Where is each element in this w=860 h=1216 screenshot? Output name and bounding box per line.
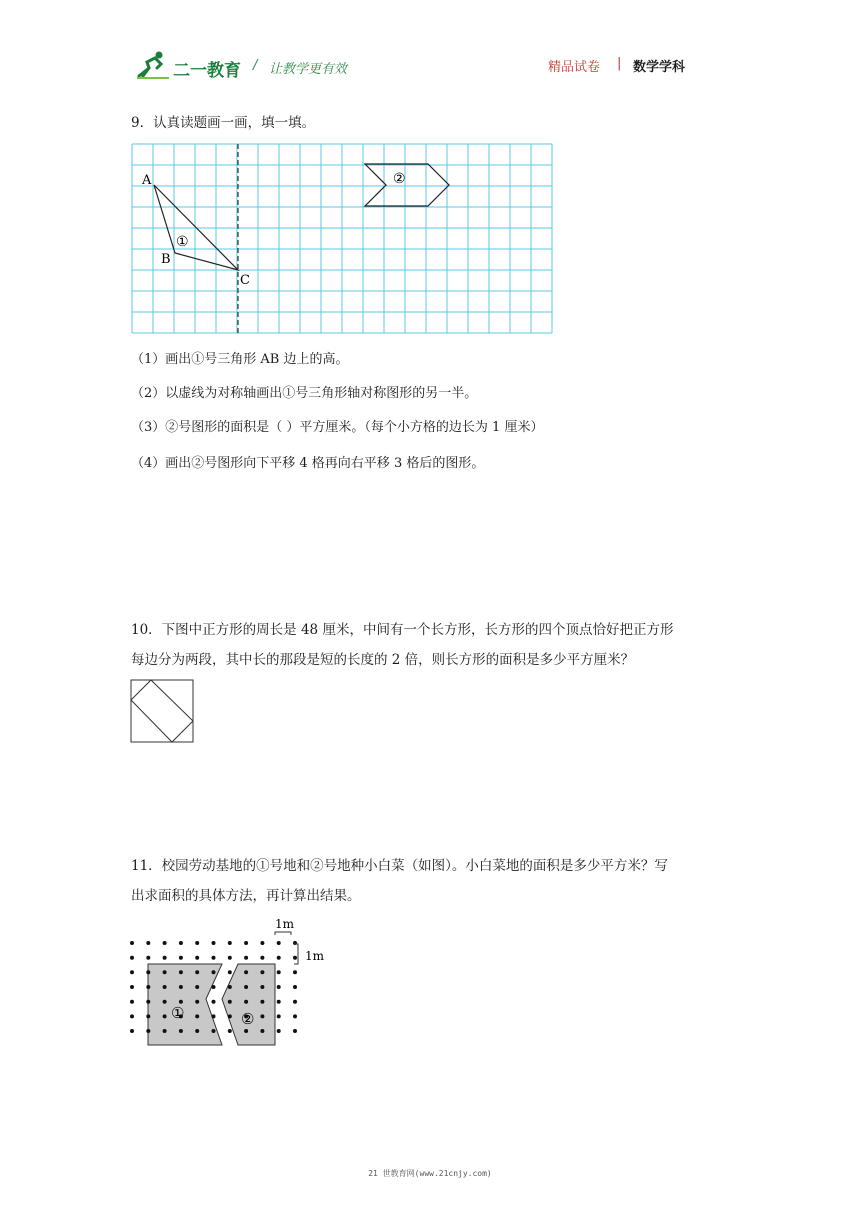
lattice-dot [179,985,183,989]
lattice-dot [130,970,134,974]
lattice-dot [146,956,150,960]
lattice-dot [228,1029,232,1033]
slogan-separator: / [253,58,258,73]
lattice-dot [146,1000,150,1004]
lattice-dot [228,1014,232,1018]
lattice-dot [244,970,248,974]
shape-2-label: ② [393,171,406,187]
lattice-dot [293,956,297,960]
lattice-dot [212,956,216,960]
lattice-dot [130,1029,134,1033]
lattice-dot [293,985,297,989]
lattice-dot [244,985,248,989]
lattice-dot [146,1029,150,1033]
outer-square [131,680,193,742]
q11-line-2: 出求面积的具体方法，再计算出结果。 [131,888,361,904]
lattice-dot [179,970,183,974]
lattice-dot [277,985,281,989]
lattice-dot [212,941,216,945]
q9-part-3: （3）②号图形的面积是（ ）平方厘米。（每个小方格的边长为 1 厘米） [131,420,544,435]
lattice-dot [277,1029,281,1033]
lattice-dot [260,941,264,945]
lattice-dot [277,1000,281,1004]
header-subject: 数学学科 [633,60,686,75]
lattice-dot [228,970,232,974]
shape-2 [365,164,449,206]
lattice-dot [195,1000,199,1004]
lattice-dot [260,956,264,960]
q9-title: 9．认真读题画一画，填一填。 [131,115,316,131]
lattice-dot [163,1029,167,1033]
runner-logo-icon [135,50,171,80]
lattice-dot [195,1014,199,1018]
lattice-dot [146,970,150,974]
lattice-dot [179,956,183,960]
lattice-dot [195,970,199,974]
lattice-dot [195,956,199,960]
lattice-dot [130,985,134,989]
point-b-label: B [161,252,171,267]
q10-line-2: 每边分为两段，其中长的那段是短的长度的 2 倍，则长方形的面积是多少平方厘米？ [131,652,635,668]
shape-1-label: ① [176,234,189,250]
header-logo [135,48,365,82]
lattice-dot [244,1000,248,1004]
lattice-dot [228,956,232,960]
lattice-dot [260,1014,264,1018]
lattice-dot [277,956,281,960]
q9-grid [132,144,552,333]
q9-grid-figure [130,142,560,338]
lattice-dot [244,956,248,960]
q9-part-1: （1）画出①号三角形 AB 边上的高。 [131,352,349,367]
logo-text: 二一教育 [173,61,241,81]
lattice-dot [228,941,232,945]
lattice-dot [146,985,150,989]
lattice-dot [293,1000,297,1004]
point-a-label: A [142,173,152,188]
lattice-dot [293,1029,297,1033]
plot-1-label: ① [171,1004,185,1022]
lattice-dot [195,1029,199,1033]
lattice-dot [163,1000,167,1004]
lattice-dot [277,970,281,974]
unit-horizontal-label: 1m [275,917,295,931]
lattice-dot [130,1014,134,1018]
slogan: 让教学更有效 [269,62,348,77]
inner-rectangle [131,680,193,742]
lattice-dot [163,1014,167,1018]
lattice-dot [260,1029,264,1033]
q11-line-1: 11．校园劳动基地的①号地和②号地种小白菜（如图）。小白菜地的面积是多少平方米？写 [131,858,668,874]
vertical-unit-brace [294,944,298,964]
lattice-dot [130,1000,134,1004]
lattice-dot [260,1000,264,1004]
lattice-dot [277,1014,281,1018]
lattice-dot [260,985,264,989]
lattice-dot [146,941,150,945]
lattice-dot [260,970,264,974]
lattice-dot [212,985,216,989]
lattice-dot [244,941,248,945]
lattice-dot [130,941,134,945]
unit-vertical-label: 1m [305,949,325,963]
lattice-dot [179,941,183,945]
horizontal-unit-brace [275,932,291,935]
lattice-dot [163,970,167,974]
lattice-dot [179,1029,183,1033]
lattice-dot [163,941,167,945]
lattice-dot [163,956,167,960]
lattice-dot [212,1014,216,1018]
q10-square-figure [130,679,196,745]
header-tag: 精品试卷 [548,60,601,75]
plot-1 [148,964,222,1045]
q9-part-4: （4）画出②号图形向下平移 4 格再向右平移 3 格后的图形。 [131,456,485,471]
plot-2-label: ② [241,1010,255,1028]
q11-dot-figure [125,912,340,1057]
lattice-dot [228,1000,232,1004]
lattice-dot [212,970,216,974]
lattice-dot [228,985,232,989]
lattice-dot [195,941,199,945]
lattice-dot [130,956,134,960]
point-c-label: C [240,273,250,288]
lattice-dot [212,1029,216,1033]
lattice-dot [293,1014,297,1018]
lattice-dot [146,1014,150,1018]
lattice-dot [293,970,297,974]
lattice-dot [277,941,281,945]
header-separator: | [617,56,622,71]
footer: 21 世教育网(www.21cnjy.com) [368,1169,492,1178]
lattice-dot [212,1000,216,1004]
q10-line-1: 10．下图中正方形的周长是 48 厘米，中间有一个长方形，长方形的四个顶点恰好把正方形 [131,622,674,638]
q9-part-2: （2）以虚线为对称轴画出①号三角形轴对称图形的另一半。 [131,386,478,401]
lattice-dot [163,985,167,989]
lattice-dot [195,985,199,989]
lattice-dot [244,1029,248,1033]
